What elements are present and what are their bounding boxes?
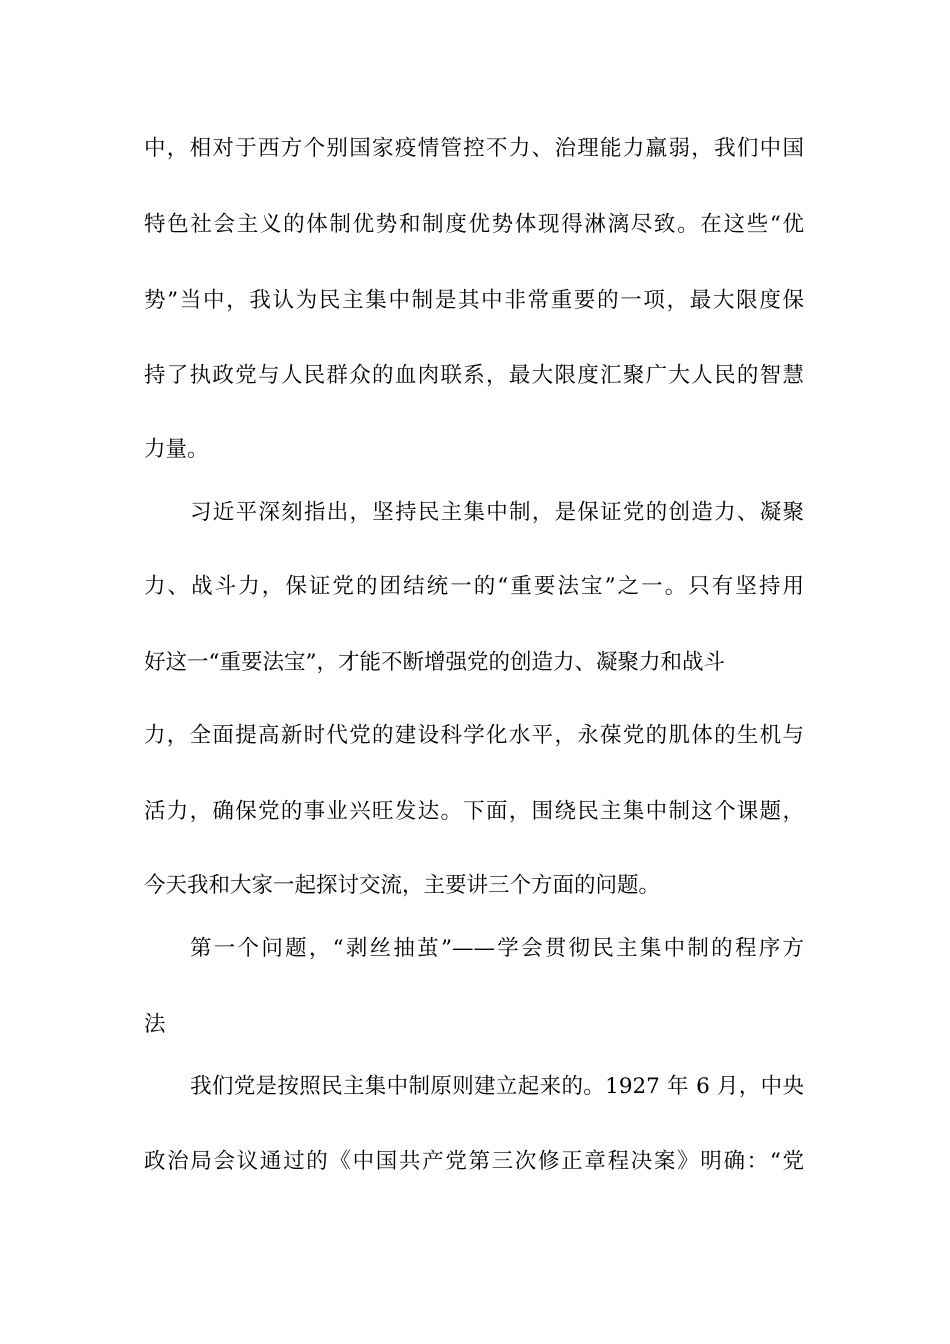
- text-line-3: 势”当中，我认为民主集中制是其中非常重要的一项，最大限度保: [144, 288, 804, 313]
- text-line-1: 中，相对于西方个别国家疫情管控不力、治理能力羸弱，我们中国: [144, 136, 804, 161]
- text-line-6: 习近平深刻指出，坚持民主集中制，是保证党的创造力、凝聚: [190, 500, 804, 525]
- text-line-14: 我们党是按照民主集中制原则建立起来的。1927 年 6 月，中央: [190, 1074, 804, 1099]
- text-line-5: 力量。: [144, 437, 209, 462]
- text-line-15: 政治局会议通过的《中国共产党第三次修正章程决案》明确：“党: [144, 1149, 804, 1174]
- text-line-11: 今天我和大家一起探讨交流，主要讲三个方面的问题。: [144, 873, 661, 898]
- text-line-9: 力，全面提高新时代党的建设科学化水平，永葆党的肌体的生机与: [144, 723, 804, 748]
- text-line-13: 法: [144, 1012, 166, 1037]
- text-line-4: 持了执政党与人民群众的血肉联系，最大限度汇聚广大人民的智慧: [144, 363, 804, 388]
- text-line-7: 力、战斗力，保证党的团结统一的“重要法宝”之一。只有坚持用: [144, 574, 804, 599]
- text-line-12: 第一个问题，“剥丝抽茧”——学会贯彻民主集中制的程序方: [190, 936, 804, 961]
- text-line-8: 好这一“重要法宝”，才能不断增强党的创造力、凝聚力和战斗: [144, 650, 725, 675]
- text-line-10: 活力，确保党的事业兴旺发达。下面，围绕民主集中制这个课题，: [144, 799, 804, 824]
- text-line-2: 特色社会主义的体制优势和制度优势体现得淋漓尽致。在这些“优: [144, 212, 804, 237]
